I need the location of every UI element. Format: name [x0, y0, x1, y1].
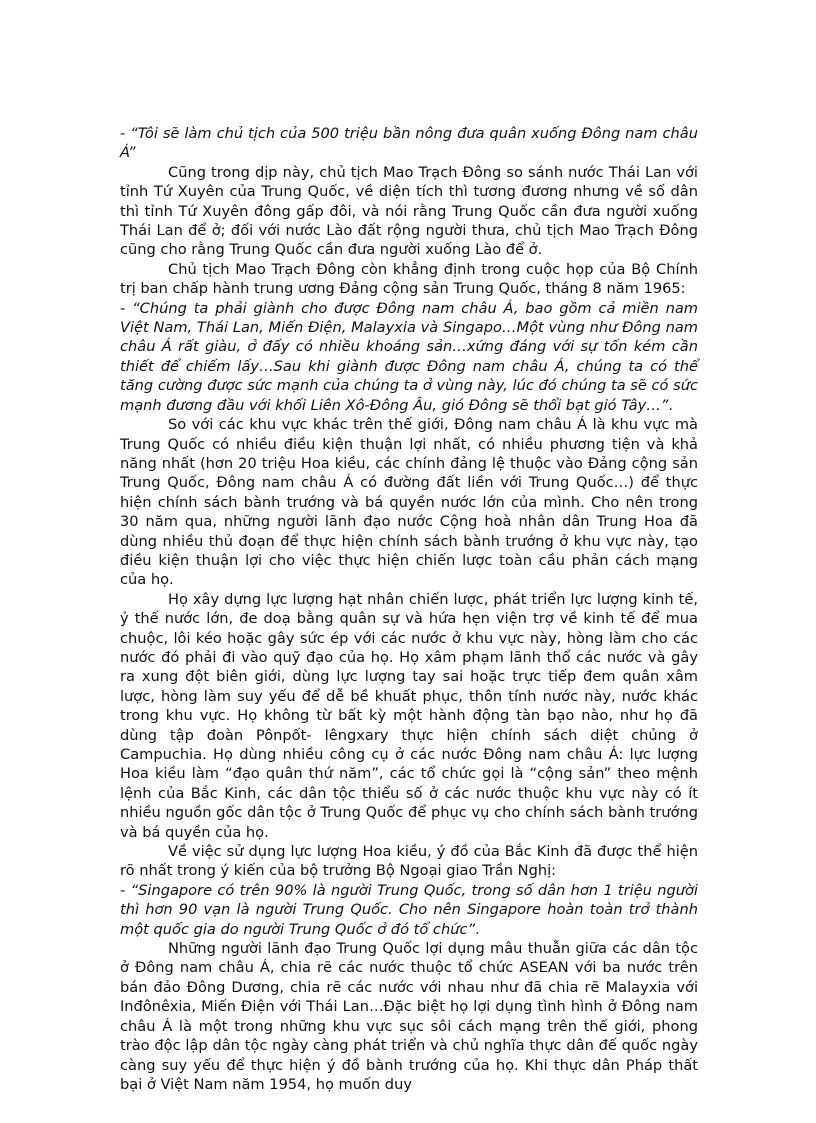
body-paragraph: Họ xây dựng lực lượng hạt nhân chiến lược, phát triển lực lượng kinh tế, ỷ thế nước lớn, đe doạ bằng quân sự và hứa hẹn viện trợ về kinh tế để mua chuộc, lôi kéo hoặc gây sức ép với các nước ở khu vực này, hòng làm cho các nước đó phải đi vào quỹ đạo của họ. Họ xâm phạm lãnh thổ các nước và gây ra xung đột biên giới, dùng lực lượng tay sai hoặc trực tiếp đem quân xâm lược, hòng làm suy yếu để dễ bề khuất phục, thôn tính nước này, nước khác trong khu vực. Họ không từ bất kỳ một hành động tàn bạo nào, như họ đã dùng tập đoàn Pônpốt- Iêngxary thực hiện chính sách diệt chủng ở Campuchia. Họ dùng nhiều công cụ ở các nước Đông nam châu Á: lực lượng Hoa kiều làm “đạo quân thứ năm”, các tổ chức gọi là “cộng sản” theo mệnh lệnh của Bắc Kinh, các dân tộc thiểu số ở các nước thuộc khu vực này có ít nhiều nguồn gốc dân tộc ở Trung Quốc để phục vụ cho chính sách bành trướng và bá quyền của họ.: [120, 590, 698, 841]
body-paragraph: Về việc sử dụng lực lượng Hoa kiều, ý đồ của Bắc Kinh đã được thể hiện rõ nhất trong ý kiến của bộ trưởng Bộ Ngoại giao Trần Nghị:: [120, 843, 698, 880]
quote-paragraph: [120, 299, 698, 415]
body-paragraph: Chủ tịch Mao Trạch Đông còn khẳng định trong cuộc họp của Bộ Chính trị ban chấp hành trung ương Đảng cộng sản Trung Quốc, tháng 8 năm 1965:: [120, 260, 698, 298]
quote-suffix: .: [475, 920, 480, 938]
quote-dash: -: [120, 881, 131, 899]
document-page: [120, 124, 698, 1094]
body-paragraph: Những người lãnh đạo Trung Quốc lợi dụng mâu thuẫn giữa các dân tộc ở Đông nam châu Á, chia rẽ các nước thuộc tổ chức ASEAN với ba nước trên bán đảo Đông Dương, chia rẽ các nước với nhau như đã chia rẽ Malayxia với Inđônêxia, Miến Điện với Thái Lan…Đặc biệt họ lợi dụng tình hình ở Đông nam châu Á là một trong những khu vực sục sôi cách mạng trên thế giới, phong trào độc lập dân tộc ngày càng phát triển và chủ nghĩa thực dân đế quốc ngày càng suy yếu để thực hiện ý đồ bành trướng của họ. Khi thực dân Pháp thất bại ở Việt Nam năm 1954, họ muốn duy: [120, 940, 698, 1093]
body-paragraph: Cũng trong dịp này, chủ tịch Mao Trạch Đông so sánh nước Thái Lan với tỉnh Tứ Xuyên của Trung Quốc, về diện tích thì tương đương nhưng về số dân thì tỉnh Tứ Xuyên đông gấp đôi, và nói rằng Trung Quốc cần đưa người xuống Thái Lan để ở; đối với nước Lào đất rộng người thưa, chủ tịch Mao Trạch Đông cũng cho rằng Trung Quốc cần đưa người xuống Lào để ở.: [120, 163, 698, 259]
quote-suffix: .: [668, 396, 674, 414]
quote-text: “Tôi sẽ làm chủ tịch của 500 triệu bần nông đưa quân xuống Đông nam châu Á”: [120, 125, 698, 162]
quote-paragraph: [120, 124, 698, 163]
quote-text: “Singapore có trên 90% là người Trung Quốc, trong số dân hơn 1 triệu người thì hơn 90 vạn là người Trung Quốc. Cho nên Singapore hoàn toàn trở thành một quốc gia do người Trung Quốc ở đó tổ chức”: [120, 881, 698, 938]
body-paragraph: So với các khu vực khác trên thế giới, Đông nam châu Á là khu vực mà Trung Quốc có nhiều điều kiện thuận lợi nhất, có nhiều phương tiện và khả năng nhất (hơn 20 triệu Hoa kiều, các chính đảng lệ thuộc vào Đảng cộng sản Trung Quốc, Đông nam châu Á có đường đất liền với Trung Quốc…) để thực hiện chính sách bành trướng và bá quyền nước lớn của mình. Cho nên trong 30 năm qua, những người lãnh đạo nước Cộng hoà nhân dân Trung Hoa đã dùng nhiều thủ đoạn để thực hiện chính sách bành trướng ở khu vực này, tạo điều kiện thuận lợi cho việc thực hiện chiến lược toàn cầu phản cách mạng của họ.: [120, 416, 698, 589]
quote-text: “Chúng ta phải giành cho được Đông nam châu Á, bao gồm cả miền nam Việt Nam, Thái Lan, Miến Điện, Malayxia và Singapo…Một vùng như Đông nam châu Á rất giàu, ở đấy có nhiều khoáng sản…xứng đáng với sự tốn kém cần thiết để chiếm lấy…Sau khi giành được Đông nam châu Á, chúng ta có thể tăng cường được sức mạnh của chúng ta ở vùng này, lúc đó chúng ta sẽ có sức mạnh đương đầu với khối Liên Xô-Đông Âu, gió Đông sẽ thổi bạt gió Tây…”: [120, 299, 699, 414]
quote-dash: -: [120, 125, 131, 142]
quote-dash: -: [120, 299, 133, 317]
quote-paragraph: [120, 881, 698, 939]
